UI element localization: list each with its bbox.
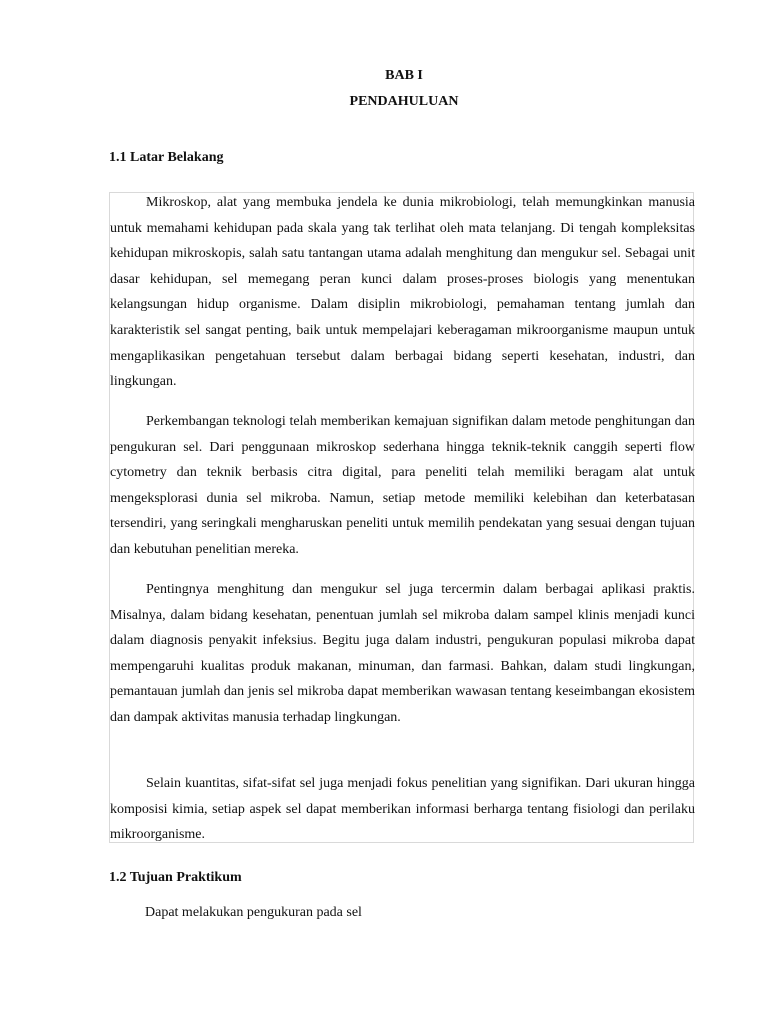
objective-text: Dapat melakukan pengukuran pada sel [145,905,362,920]
chapter-title: PENDAHULUAN [349,94,459,109]
chapter-number: BAB I [385,68,423,83]
paragraph-3: Pentingnya menghitung dan mengukur sel juga tercermin dalam berbagai aplikasi praktis. Misalnya, dalam bidang kesehatan, penentuan jumlah sel mikroba dalam sampel klinis menjadi kunci dalam diagnosis penyakit infeksius. Begitu juga dalam industri, pengukuran populasi mikroba dapat mempengaruhi kualitas produk makanan, minuman, dan farmasi. Bahkan, dalam studi lingkungan, pemantauan jumlah dan jenis sel mikroba dapat memberikan wawasan tentang keseimbangan ekosistem dan dampak aktivitas manusia terhadap lingkungan. [110,582,695,725]
paragraph-2: Perkembangan teknologi telah memberikan kemajuan signifikan dalam metode penghitungan dan pengukuran sel. Dari penggunaan mikroskop sederhana hingga teknik-teknik canggih seperti flow cytometry dan teknik berbasis citra digital, para peneliti telah memiliki beragam alat untuk mengeksplorasi dunia sel mikroba. Namun, setiap metode memiliki kelebihan dan keterbatasan tersendiri, yang seringkali mengharuskan peneliti untuk memilih pendekatan yang sesuai dengan tujuan dan kebutuhan penelitian mereka. [110,414,695,557]
paragraph-1: Mikroskop, alat yang membuka jendela ke dunia mikrobiologi, telah memungkinkan manusia untuk memahami kehidupan pada skala yang tak terlihat oleh mata telanjang. Di tengah kompleksitas kehidupan mikroskopis, salah satu tantangan utama adalah menghitung dan mengukur sel. Sebagai unit dasar kehidupan, sel memegang peran kunci dalam proses-proses biologis yang menentukan kelangsungan hidup organisme. Dalam disiplin mikrobiologi, pemahaman tentang jumlah dan karakteristik sel sangat penting, baik untuk mempelajari keberagaman mikroorganisme maupun untuk mengaplikasikan pengetahuan tersebut dalam berbagai bidang seperti kesehatan, industri, dan lingkungan. [110,195,695,390]
section-heading-background: 1.1 Latar Belakang [109,150,224,165]
paragraph-4: Selain kuantitas, sifat-sifat sel juga menjadi fokus penelitian yang signifikan. Dari ukuran hingga komposisi kimia, setiap aspek sel dapat memberikan informasi berharga tentang fisiologi dan perilaku mikroorganisme. [110,776,695,843]
section-heading-objectives: 1.2 Tujuan Praktikum [109,870,242,885]
